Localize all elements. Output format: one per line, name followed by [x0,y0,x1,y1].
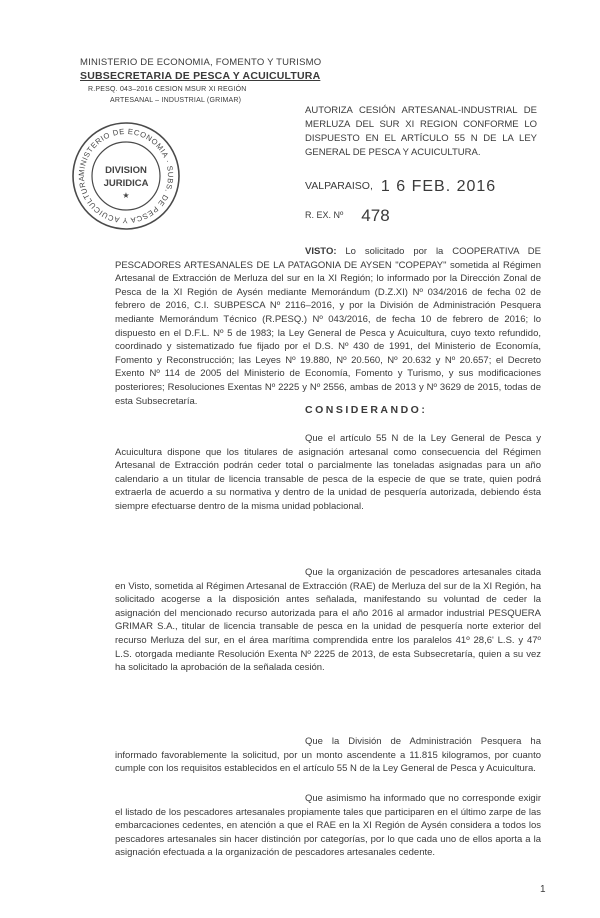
visto-keyword: VISTO: [305,246,337,257]
rex-label: R. EX. Nº [305,210,344,220]
considerando-paragraph-3: Que la División de Administración Pesquera ha informado favorablemente la solicitud, por un monto ascendente a 11.815 kilogramos, por cuanto cumple con los requisitos establecidos en el artículo 55 N de la Ley General de Pesca y Acuicultura. [115,736,541,775]
stamp-line-division: DIVISION [105,165,147,176]
visto-text: Lo solicitado por la COOPERATIVA DE PESCADORES ARTESANALES DE LA PATAGONIA DE AYSEN "COPEPAY" sometida al Régimen Artesanal de Extracción de Merluza del sur en la XI Región; lo informado por la Dirección Zonal de Pesca de la XI Región de Aysén mediante Memorándum (D.Z.XI) Nº 034/2016 de fecha 02 de febrero de 2016, C.I. SUBPESCA Nº 2116–2016, y por la División de Administración Pesquera mediante Memorándum Técnico (R.PESQ.) Nº 043/2016, de fecha 10 de febrero de 2016; lo dispuesto en el D.F.L. Nº 5 de 1983; la Ley General de Pesca y Acuicultura, cuyo texto refundido, coordinado y sistematizado fue fijado por el D.S. Nº 430 de 1991, del Ministerio de Economía, Fomento y Reconstrucción; las Leyes Nº 19.880, Nº 20.560, Nº 20.632 y Nº 20.657; el Decreto Exento Nº 114 de 2005 del Ministerio de Economía, Fomento y Turismo, y sus modificaciones posteriores; Resoluciones Exentas Nº 2225 y Nº 2556, ambas de 2013 y Nº 3629 de 2015, todas de esta Subsecretaría. [115,246,541,407]
considerando-paragraph-4: Que asimismo ha informado que no corresponde exigir el listado de los pescadores artesanales propiamente tales que participaren en el último zarpe de las embarcaciones cedentes, en atención a que el RAE en la XI Región de Aysén considera a todos los pescadores artesanales sin hacer distinción por categorías, por lo que cada uno de ellos aporta a la asignación efectuada a la organización de pescadores artesanales cedente. [115,793,541,859]
stamp-ring-text: MINISTERIO DE ECONOMIA · SUBS. DE PESCA Y ACUICULTURA [76,126,176,226]
place-and-date [305,178,496,196]
rex-number: 478 [361,206,390,225]
reference-line-2: ARTESANAL – INDUSTRIAL (GRIMAR) [110,97,242,104]
ministry-name: MINISTERIO DE ECONOMIA, FOMENTO Y TURISMO [80,57,322,68]
resolution-number [305,206,390,226]
subsecretaria-name: SUBSECRETARIA DE PESCA Y ACUICULTURA [80,70,321,82]
resolution-subject: AUTORIZA CESIÓN ARTESANAL-INDUSTRIAL DE MERLUZA DEL SUR XI REGION CONFORME LO DISPUESTO EN EL ARTÍCULO 55 N DE LA LEY GENERAL DE PESCA Y ACUICULTURA. [305,105,537,158]
stamp-line-juridica: JURIDICA [103,178,149,189]
division-juridica-stamp [70,120,182,232]
reference-line: R.PESQ. 043–2016 CESION MSUR XI REGIÓN [88,86,247,93]
star-icon: ★ [122,191,130,200]
visto-paragraph [115,245,541,408]
considerando-heading: CONSIDERANDO: [305,404,428,416]
resolution-date: 1 6 FEB. 2016 [380,178,497,195]
considerando-paragraph-1: Que el artículo 55 N de la Ley General de Pesca y Acuicultura dispone que los titulares de asignación artesanal como consecuencia del Régimen Artesanal de Extracción podrán ceder total o parcialmente las toneladas asignadas para un año calendario a un titular de licencia transable de pesca de la especie de que se trate, quien podrá extraerla de acuerdo a su normativa y dentro de la unidad de pesquería autorizada, debiendo ésta siempre efectuarse dentro de la misma unidad poblacional. [115,433,541,512]
page-number: 1 [540,884,546,895]
city: VALPARAISO, [305,180,373,192]
considerando-paragraph-2: Que la organización de pescadores artesanales citada en Visto, sometida al Régimen Artesanal de Extracción (RAE) de Merluza del sur de la XI Región, ha solicitado acogerse a la disposición antes señalada, manifestando su voluntad de ceder la asignación del mencionado recurso autorizada para el año 2016 al armador industrial PESQUERA GRIMAR S.A., titular de licencia transable de pesca en la unidad de pesquería norte exterior del recurso Merluza del sur, en el área marítima comprendida entre los paralelos 41º 28,6' L.S. y 47º L.S. otorgada mediante Resolución Exenta Nº 2225 de 2013, de esta Subsecretaría, quien a su vez ha solicitado la aprobación de la señalada cesión. [115,567,541,674]
